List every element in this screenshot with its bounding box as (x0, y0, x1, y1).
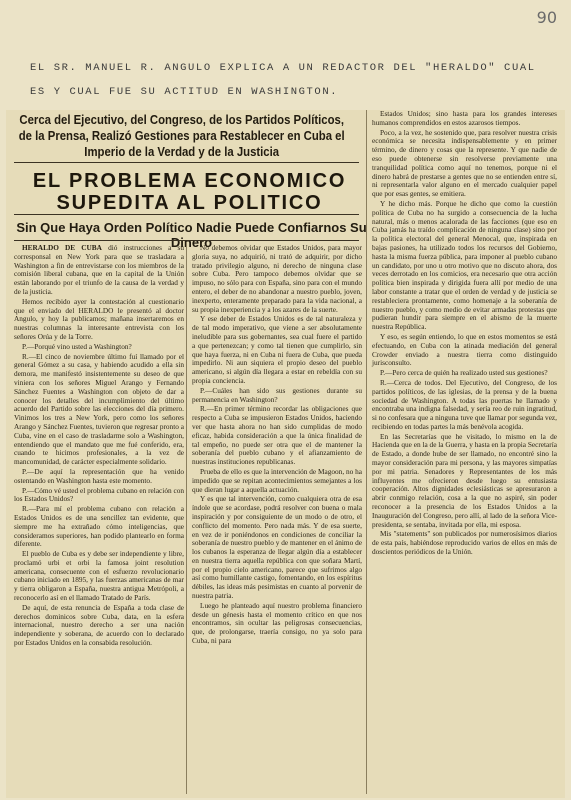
paragraph: R.—El cinco de noviembre último fuí llamado por el general Gómez a su casa, y habiendo acudido a ella sin demora, me manifestó insistentemente su deseo de que viniera con los señores Miguel Arango y Fernando Sánchez Fuentes a Washington con objeto de dar a conocer los detalles del incumplimiento del último acuerdo del Partido sobre las elecciones del día primero. Vinimos los tres a New York, pero como los señores Arango y Sánchez Fuentes, tuvieron que regresar pronto a Cuba, vine en el caso de trasladarme solo a Washington, entendiendo que el mandato que me fué conferido, era, cuando te hicimos profesionales, a la vez de mancomunidad, de carácter especialmente solidario. (14, 351, 184, 467)
column-rule (186, 242, 187, 794)
page-number: 90 (536, 8, 557, 27)
deck-top: Cerca del Ejecutivo, del Congreso, de los Partidos Políticos, de la Prensa, Realizó Gestiones para Restablecer en Cuba el Imperio de la Verdad y de la Justicia (18, 112, 345, 159)
paragraph: Y eso, es según entiendo, lo que en estos momentos se está efectuando, en Cuba con la atinada mediación del general Crowder enviado a nuestra tierra como distinguido jurisconsulto. (372, 331, 557, 368)
paragraph: R.—En primer término recordar las obligaciones que respecto a Cuba se impusieron Estados Unidos, haciendo ver que hasta ahora no han sido cumplidas de modo eficaz, habida consideración a que la única finalidad de tal empeño, no puede ser otra que el de mantener la soberanía del pueblo cubano y el afianzamiento de nuestras instituciones republicanas. (192, 404, 362, 467)
paragraph: Luego he planteado aquí nuestro problema financiero desde un génesis hasta el momento crítico en que nos encontramos, sin ocultar las peligrosas consecuencias, que, de prolongarse, traería consigo, no ya solo para Cuba, ni para (192, 600, 362, 646)
lead-paragraph (14, 244, 184, 297)
paragraph: De aquí, de esta renuncia de España a toda clase de derechos dominicos sobre Cuba, data, en la esfera internacional, nuestro derecho a ser una nación independiente y soberana, de acuerdo con lo declarado por Estados Unidos en la consabida resolución. (14, 602, 184, 648)
paragraph: Poco, a la vez, he sostenido que, para resolver nuestra crisis económica se necesita indispensablemente y en primer término, de dinero y cosas que la represente. Y que nadie de eso puede obtenerse sin resolverse previamente una tranquilidad política como aquí no tenemos, porque ni el dinero habrá de prestarse a gentes que no se entienden entre sí, ni representarla valor alguno en el mercado cualquier papel que por esas gentes, se emitiera. (372, 127, 557, 199)
paragraph: P.—Cómo vé usted el problema cubano en relación con los Estados Unidos? (14, 485, 184, 504)
headline-line-2: SUPEDITA AL POLITICO (56, 192, 323, 214)
typed-note-line-2: ES Y CUAL FUE SU ACTITUD EN WASHINGTON. (30, 86, 339, 98)
paragraph: Y he dicho más. Porque he dicho que como la cuestión política de Cuba no ha surgido a consecuencia de la lucha natural, más o menos acalorada de las facciones (que eso en Cuba jamás ha traído complicación de ninguna clase) sino por la política electoral del general Menocal, que, inspirada en bajas pasiones, ha utilizado todos los recursos del Gobierno, hasta la misma fuerza pública, para imponer al pueblo cubano un candidato, por uno u otro motivo que no discuto ahora, dos veces derrotado en los comicios, era necesario que otra acción política bien inspirada y dirigida fuera allí por medio de una labor constante a tratar que el orden de verdad y de justicia se restableciera prontamente, como homenaje a la soberanía de nuestro pueblo, y como medio de evitar armadas protestas que pudieran hundir para siempre en el abismo de la muerte nuestra República. (372, 198, 557, 332)
paragraph: El pueblo de Cuba es y debe ser independiente y libre, proclamó urbi et orbi la famosa joint resolution americana, consecuente con el esfuerzo revolucionario cubano iniciado en 1895, y las fuerzas americanas de mar y tierra obligaron a España, nuestra antigua Metrópoli, a reconocerlo así en el llamado Tratado de París. (14, 549, 184, 603)
article-column-2 (192, 244, 362, 647)
paragraph: En las Secretarías que he visitado, lo mismo en la de Hacienda que en la de la Guerra, y hasta en la propia Secretaría de Estado, a donde hube de ser llamado, no encontré sino la mayor consideración para mi persona, y las mayores simpatías por mi patria. Senadores y Representantes de los más influyentes me ofrecieron desde luego su entusiasta cooperación. Altos dignidades eclesiásticas se apresuraron a abrir conmigo relación, cosa a la que no aspiré, sin poder reconocer a la presencia de los Estados Unidos a la Inauguración del Congreso, pero allí, al lado de la señora Vice-presidenta, se sentaba, invitada por ella, mi esposa. (372, 431, 557, 529)
paragraph: R.—Para mí el problema cubano con relación a Estados Unidos es de una sencillez tan evidente, que siempre me ha extrañado cómo inteligencias, que consideramos superiores, han podido plantearlo en forma diferente. (14, 504, 184, 549)
paragraph: P.—Cuáles han sido sus gestiones durante su permanencia en Washington? (192, 385, 362, 404)
byline: HERALDO DE CUBA (22, 243, 102, 252)
newspaper-clipping (6, 110, 565, 798)
article-column-1 (14, 244, 184, 649)
headline (12, 170, 367, 214)
paragraph: Y es que tal intervención, como cualquiera otra de esa índole que se acordase, podrá resolver con buena o mala inspiración y por consiguiente de un modo o de otro, el conflicto del momento. Pero nada más. Y de esa suerte, en vez de ir poniéndonos en condiciones de conciliar la soberanía de nuestro pueblo y de mantener en el ánimo de los cubanos la esperanza de llegar algún día a establecer en nuestra tierra aquella república con que soñara Martí, por el propio cielo americano, parece que sufrimos algo así como humillante castigo, fomentando, en los espíritus débiles, las ideas más pesimistas en cuanto al porvenir de nuestra patria. (192, 494, 362, 601)
paragraph: R.—Cerca de todos. Del Ejecutivo, del Congreso, de los partidos políticos, de las iglesias, de la prensa y de la buena sociedad de Washington. A todas las puertas he llamado y encontraba una indigna falsedad, y sería reo de ruin ingratitud, si no confesara que a ninguna tuve que llamar por segunda vez, recibiendo en todas partes la más benévola acogida. (372, 377, 557, 431)
paragraph: Prueba de ello es que la intervención de Magoon, no ha impedido que se repitan acontecimientos semejantes a los que dieran lugar a aquella actuación. (192, 466, 362, 494)
paragraph: P.—Pero cerca de quién ha realizado usted sus gestiones? (380, 368, 548, 378)
paragraph: P.—Porqué vino usted a Washington? (22, 341, 132, 351)
paragraph: No debemos olvidar que Estados Unidos, para mayor gloria suya, no adquirió, ni trató de adquirir, por dicho tratado privilegio alguno, ni derecho de ninguna clase sobre Cuba. Pero tampoco debemos olvidar que se impuso, no sólo para con España, sino para con el mundo entero, el deber de no abandonar a nuestro pueblo, joven, inexperto, enteramente preparado para la vida nacional, a su propia inexperiencia y a los azares de la suerte. (192, 243, 362, 314)
paragraph: Estados Unidos; sino hasta para los grandes intereses humanos comprendidos en estos azarosos tiempos. (372, 109, 557, 127)
divider (14, 240, 359, 241)
paragraph: dió instrucciones a su corresponsal en New York para que se trasladara a Washington a fin de entrevistarse con los miembros de la comisión liberal cubana, que en la capital de la Unión están laborando por el triunfo de la causa de la verdad y de la justicia. (14, 243, 184, 296)
headline-line-1: EL PROBLEMA ECONOMICO (32, 170, 347, 192)
divider (14, 214, 359, 215)
article-column-3 (372, 110, 557, 558)
divider (14, 162, 359, 163)
typed-note-line-1: EL SR. MANUEL R. ANGULO EXPLICA A UN REDACTOR DEL "HERALDO" CUAL (30, 62, 536, 74)
paragraph: P.—De aquí la representación que ha venido ostentando en Washington hasta este momento. (14, 466, 184, 485)
deck-bottom: Sin Que Haya Orden Político Nadie Puede Confiarnos Su Dinero (16, 220, 367, 250)
paragraph: Hemos recibido ayer la contestación al cuestionario que el enviado del HERALDO le presentó al doctor Angulo, y hoy la publicamos; mañana insertaremos en nuestras columnas la interesante entrevista con los señores Orúa y de la Torre. (14, 296, 184, 341)
paragraph: Y ese deber de Estados Unidos es de tal naturaleza y de tal modo imperativo, que viene a ser absolutamente ineludible para sus gobernantes, sea cual fuere el partido a que pertenezcan; y como tal tienen que cumplirlo, sin que haya fuerza, ni en Cuba ni fuera de Cuba, que pueda impedirlo. Ni aun siquiera el propio deseo del pueblo americano, si algún día llegara a estar en rebeldía con su propia conciencia. (192, 314, 362, 385)
paragraph: Mis "statements" son publicados por numerosísimos diarios de esta país, habiéndose reproducido varios de ellos en más de doscientos periódicos de la Unión. (372, 529, 557, 557)
column-rule (366, 110, 367, 794)
